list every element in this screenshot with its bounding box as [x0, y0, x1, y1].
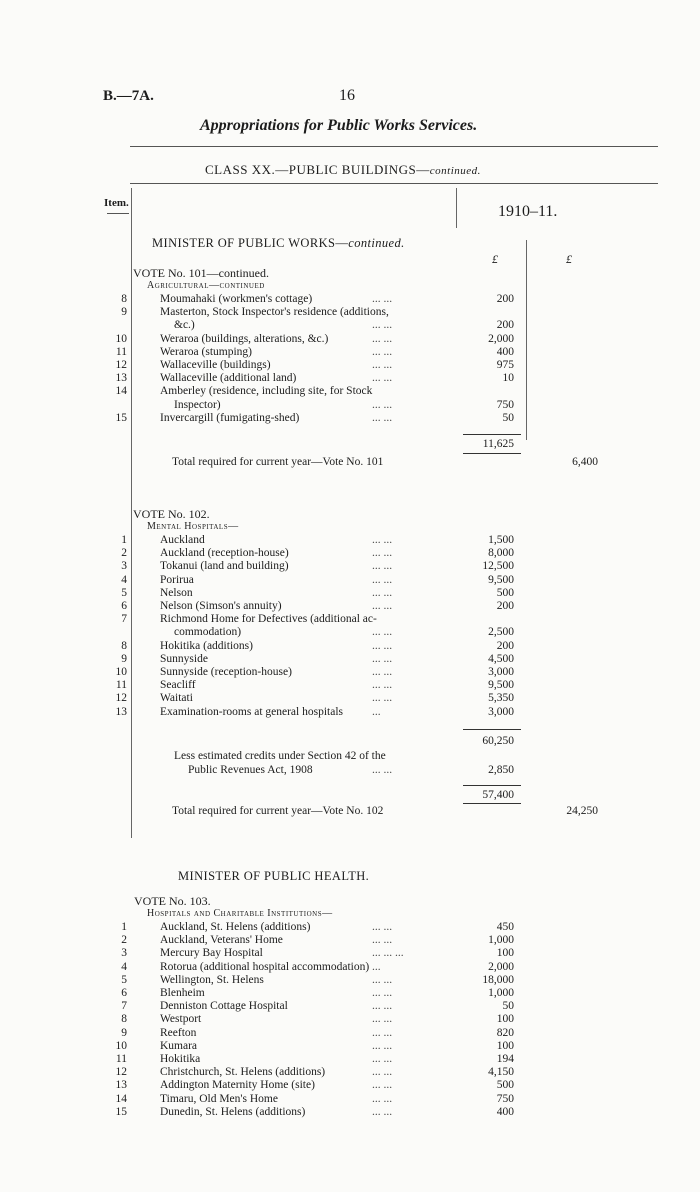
line-item: [0, 599, 700, 613]
vote-101-subtotal-rule-2: [463, 453, 521, 454]
item-amount: 1,500: [488, 534, 514, 546]
item-amount: 4,500: [488, 652, 514, 665]
vote-102-subtotal-rule: [463, 729, 521, 730]
leader-dots: ... ...: [372, 679, 393, 692]
item-amount: 400: [496, 1105, 514, 1118]
leader-dots: ... ...: [372, 319, 393, 332]
line-item: [0, 946, 700, 960]
item-amount: 400: [496, 345, 514, 358]
leader-dots: ... ...: [372, 934, 393, 947]
amount-column-rule: [456, 188, 457, 228]
leader-dots: ... ... ...: [372, 947, 404, 960]
vote-101-subtotal-rule: [463, 434, 521, 435]
page-number: 16: [339, 87, 355, 104]
leader-dots: ... ...: [372, 332, 393, 345]
item-description: Sunnyside (reception-house): [160, 666, 292, 678]
item-amount: 200: [496, 639, 514, 652]
vote-102-less-dots: ... ...: [372, 764, 393, 776]
minister-health-heading: [0, 869, 700, 883]
item-amount: 200: [496, 600, 514, 612]
item-number: 5: [121, 973, 127, 986]
vote-102-subtotal-row: [0, 734, 700, 748]
line-item: [0, 691, 700, 705]
leader-dots: ... ...: [372, 293, 393, 305]
title-rule: [130, 146, 658, 147]
item-description: Wellington, St. Helens: [160, 973, 264, 986]
item-number: 2: [121, 934, 127, 947]
item-number: 4: [121, 960, 127, 973]
line-item: [0, 639, 700, 653]
item-description: Addington Maternity Home (site): [160, 1079, 315, 1092]
item-number: 13: [115, 1079, 127, 1092]
item-number: 5: [121, 586, 127, 599]
leader-dots: ... ...: [372, 547, 393, 560]
item-description: Hokitika (additions): [160, 639, 253, 652]
line-item: [0, 586, 700, 600]
line-item: [0, 920, 700, 934]
item-amount: 975: [496, 359, 514, 371]
vote-101-title: VOTE No. 101—continued.: [133, 266, 269, 280]
item-description: Rotorua (additional hospital accommodation): [160, 960, 370, 973]
item-number: 2: [121, 547, 127, 560]
vote-102-less-line-1: Less estimated credits under Section 42 of the: [174, 750, 386, 762]
line-item: [0, 371, 700, 385]
class-rule: [130, 183, 658, 184]
item-description: Amberley (residence, including site, for Stock: [160, 385, 373, 398]
financial-year: 1910–11.: [498, 203, 558, 220]
item-amount: 450: [496, 921, 514, 933]
item-description: Auckland (reception-house): [160, 547, 289, 560]
vote-102-less-amount: 2,850: [488, 764, 514, 776]
vote-102-total-label: Total required for current year—Vote No. 102: [172, 805, 384, 817]
leader-dots: ... ...: [372, 987, 393, 999]
item-description: Wallaceville (additional land): [160, 372, 297, 385]
page-title: Appropriations for Public Works Services.: [200, 117, 478, 134]
item-amount: 2,500: [488, 626, 514, 639]
item-description: Auckland: [160, 534, 205, 546]
item-description: Weraroa (buildings, alterations, &c.): [160, 332, 329, 345]
item-amount: 9,500: [488, 679, 514, 692]
document-reference: B.—7A.: [103, 88, 154, 104]
item-number: 12: [115, 1066, 127, 1079]
item-number: 10: [115, 332, 127, 345]
item-amount: 50: [502, 411, 514, 424]
line-item: [0, 292, 700, 306]
leader-dots: ... ...: [372, 560, 393, 573]
line-item: [0, 1012, 700, 1026]
item-description: Blenheim: [160, 987, 205, 999]
vote-101-stub: Agricultural—continued: [147, 280, 265, 291]
item-description: Nelson (Simson's annuity): [160, 600, 282, 612]
minister-works-continued: continued.: [348, 236, 405, 250]
leader-dots: ... ...: [372, 652, 393, 665]
item-amount: 100: [496, 947, 514, 960]
item-description: Examination-rooms at general hospitals: [160, 705, 343, 718]
item-amount: 1,000: [488, 987, 514, 999]
class-heading-text: CLASS XX.—PUBLIC BUILDINGS—: [205, 162, 430, 177]
vote-103-title: VOTE No. 103.: [134, 894, 211, 908]
vote-102-stub: Mental Hospitals—: [147, 521, 239, 532]
leader-dots: ... ...: [372, 1039, 393, 1052]
leader-dots: ... ...: [372, 666, 393, 678]
line-item: [0, 1078, 700, 1092]
item-amount: 194: [496, 1053, 514, 1065]
item-description: Masterton, Stock Inspector's residence (additions,: [160, 306, 389, 319]
line-item: [0, 384, 700, 398]
item-number: 15: [115, 1105, 127, 1118]
item-amount: 2,000: [488, 332, 514, 345]
item-description: commodation): [174, 626, 242, 639]
item-description: Reefton: [160, 1026, 197, 1039]
item-number: 14: [115, 1092, 127, 1105]
item-amount: 750: [496, 398, 514, 411]
leader-dots: ... ...: [372, 1079, 393, 1092]
item-description: Waitati: [160, 692, 193, 705]
item-number: 11: [115, 679, 127, 692]
item-amount: 3,000: [488, 666, 514, 678]
item-description: Seacliff: [160, 679, 196, 692]
minister-works-title: MINISTER OF PUBLIC WORKS—: [152, 236, 349, 250]
item-amount: 1,000: [488, 934, 514, 947]
item-number: 13: [115, 372, 127, 385]
line-item: [0, 1026, 700, 1040]
leader-dots: ... ...: [372, 1066, 393, 1079]
item-column-header: Item.: [104, 197, 129, 209]
line-item: [0, 332, 700, 346]
leader-dots: ... ...: [372, 534, 393, 546]
item-number: 9: [121, 1026, 127, 1039]
vote-102-less-row-1: [0, 749, 700, 763]
leader-dots: ...: [372, 705, 381, 718]
vote-103-heading: [0, 894, 700, 908]
line-item: [0, 625, 700, 639]
line-item: [0, 999, 700, 1013]
line-item: [0, 986, 700, 1000]
leader-dots: ... ...: [372, 1092, 393, 1105]
minister-health-title: MINISTER OF PUBLIC HEALTH.: [178, 869, 370, 883]
vote-102-net-rule: [463, 785, 521, 786]
leader-dots: ... ...: [372, 921, 393, 933]
item-amount: 200: [496, 293, 514, 305]
pound-sign-items: £: [492, 252, 498, 266]
line-item: [0, 305, 700, 319]
line-item: [0, 546, 700, 560]
item-number: 10: [115, 1039, 127, 1052]
line-item: [0, 705, 700, 719]
item-number: 11: [115, 345, 127, 358]
line-item: [0, 933, 700, 947]
item-description: &c.): [174, 319, 195, 332]
item-description: Porirua: [160, 573, 194, 586]
item-number: 12: [115, 692, 127, 705]
leader-dots: ... ...: [372, 573, 393, 586]
vote-102-total: 24,250: [566, 805, 598, 817]
item-amount: 100: [496, 1013, 514, 1026]
item-amount: 50: [502, 1000, 514, 1013]
line-item: [0, 573, 700, 587]
item-description: Invercargill (fumigating-shed): [160, 411, 300, 424]
item-amount: 10: [502, 372, 514, 385]
item-description: Mercury Bay Hospital: [160, 947, 263, 960]
item-description: Richmond Home for Defectives (additional ac-: [160, 613, 377, 626]
item-amount: 12,500: [482, 560, 514, 573]
vote-102-subheading: [0, 520, 700, 534]
item-description: Auckland, St. Helens (additions): [160, 921, 311, 933]
leader-dots: ... ...: [372, 600, 393, 612]
item-description: Moumahaki (workmen's cottage): [160, 293, 313, 305]
item-description: Dunedin, St. Helens (additions): [160, 1105, 306, 1118]
line-item: [0, 398, 700, 412]
line-item: [0, 973, 700, 987]
vote-102-less-line-2: Public Revenues Act, 1908: [188, 764, 313, 776]
line-item: [0, 1105, 700, 1119]
line-item: [0, 1065, 700, 1079]
item-amount: 820: [496, 1026, 514, 1039]
line-item: [0, 318, 700, 332]
leader-dots: ... ...: [372, 398, 393, 411]
leader-dots: ... ...: [372, 586, 393, 599]
leader-dots: ... ...: [372, 411, 393, 424]
leader-dots: ... ...: [372, 359, 393, 371]
line-item: [0, 612, 700, 626]
item-number: 13: [115, 705, 127, 718]
item-number: 7: [121, 613, 127, 626]
item-description: Kumara: [160, 1039, 198, 1052]
item-amount: 3,000: [488, 705, 514, 718]
line-item: [0, 533, 700, 547]
vote-102-subtotal: 60,250: [482, 735, 514, 747]
item-number: 4: [121, 573, 127, 586]
line-item: [0, 345, 700, 359]
item-amount: 200: [496, 319, 514, 332]
leader-dots: ... ...: [372, 345, 393, 358]
vote-102-total-row: [0, 804, 700, 818]
item-amount: 100: [496, 1039, 514, 1052]
class-heading-continued: continued.: [429, 165, 481, 177]
item-amount: 9,500: [488, 573, 514, 586]
item-number: 12: [115, 359, 127, 371]
vote-102-heading: [0, 507, 700, 521]
item-description: Westport: [160, 1013, 202, 1026]
leader-dots: ... ...: [372, 372, 393, 385]
line-item: [0, 678, 700, 692]
leader-dots: ... ...: [372, 639, 393, 652]
item-number: 10: [115, 666, 127, 678]
leader-dots: ... ...: [372, 1000, 393, 1013]
item-number: 15: [115, 411, 127, 424]
item-number: 7: [121, 1000, 127, 1013]
item-amount: 4,150: [488, 1066, 514, 1079]
item-description: Weraroa (stumping): [160, 345, 252, 358]
item-header-rule: [107, 213, 129, 214]
item-description: Timaru, Old Men's Home: [160, 1092, 278, 1105]
vote-101-total-label: Total required for current year—Vote No. 101: [172, 456, 384, 468]
line-item: [0, 652, 700, 666]
item-amount: 18,000: [482, 973, 514, 986]
item-number: 9: [121, 652, 127, 665]
leader-dots: ... ...: [372, 692, 393, 705]
item-number: 6: [121, 987, 127, 999]
item-number: 8: [121, 1013, 127, 1026]
vote-102-net-row: [0, 788, 700, 802]
item-number: 8: [121, 293, 127, 305]
vote-101-heading: [0, 266, 700, 280]
item-number: 9: [121, 306, 127, 319]
leader-dots: ... ...: [372, 1105, 393, 1118]
vote-103-subheading: [0, 907, 700, 921]
line-item: [0, 559, 700, 573]
vote-101-subheading: [0, 279, 700, 293]
vote-102-less-row-2: [0, 763, 700, 777]
line-item: [0, 1092, 700, 1106]
item-number: 11: [115, 1053, 127, 1065]
line-item: [0, 1052, 700, 1066]
item-number: 3: [121, 560, 127, 573]
item-description: Christchurch, St. Helens (additions): [160, 1066, 326, 1079]
item-amount: 8,000: [488, 547, 514, 560]
item-number: 3: [121, 947, 127, 960]
item-number: 14: [115, 385, 127, 398]
item-description: Hokitika: [160, 1053, 201, 1065]
vote-101-subtotal: 11,625: [482, 438, 514, 450]
vote-103-stub: Hospitals and Charitable Institutions—: [147, 908, 333, 919]
minister-works-heading: [0, 236, 700, 250]
vote-101-total-row: [0, 455, 700, 469]
leader-dots: ...: [372, 960, 381, 973]
line-item: [0, 358, 700, 372]
item-number: 8: [121, 639, 127, 652]
leader-dots: ... ...: [372, 1026, 393, 1039]
leader-dots: ... ...: [372, 1053, 393, 1065]
line-item: [0, 1039, 700, 1053]
line-item: [0, 665, 700, 679]
vote-101-subtotal-row: [0, 437, 700, 451]
item-amount: 750: [496, 1092, 514, 1105]
item-description: Sunnyside: [160, 652, 208, 665]
item-description: Auckland, Veterans' Home: [160, 934, 283, 947]
item-description: Denniston Cottage Hospital: [160, 1000, 288, 1013]
item-number: 1: [121, 534, 127, 546]
leader-dots: ... ...: [372, 626, 393, 639]
item-amount: 500: [496, 586, 514, 599]
leader-dots: ... ...: [372, 973, 393, 986]
pound-sign-totals: £: [566, 252, 572, 266]
item-description: Wallaceville (buildings): [160, 359, 271, 371]
leader-dots: ... ...: [372, 1013, 393, 1026]
vote-102-net: 57,400: [482, 789, 514, 801]
item-description: Tokanui (land and building): [160, 560, 289, 573]
item-amount: 5,350: [488, 692, 514, 705]
item-number: 6: [121, 600, 127, 612]
item-description: Inspector): [174, 398, 221, 411]
item-description: Nelson: [160, 586, 193, 599]
item-amount: 500: [496, 1079, 514, 1092]
item-number: 1: [121, 921, 127, 933]
item-amount: 2,000: [488, 960, 514, 973]
class-heading: [205, 162, 481, 178]
line-item: [0, 411, 700, 425]
line-item: [0, 960, 700, 974]
vote-101-total: 6,400: [572, 456, 598, 468]
vote-102-title: VOTE No. 102.: [133, 507, 210, 521]
